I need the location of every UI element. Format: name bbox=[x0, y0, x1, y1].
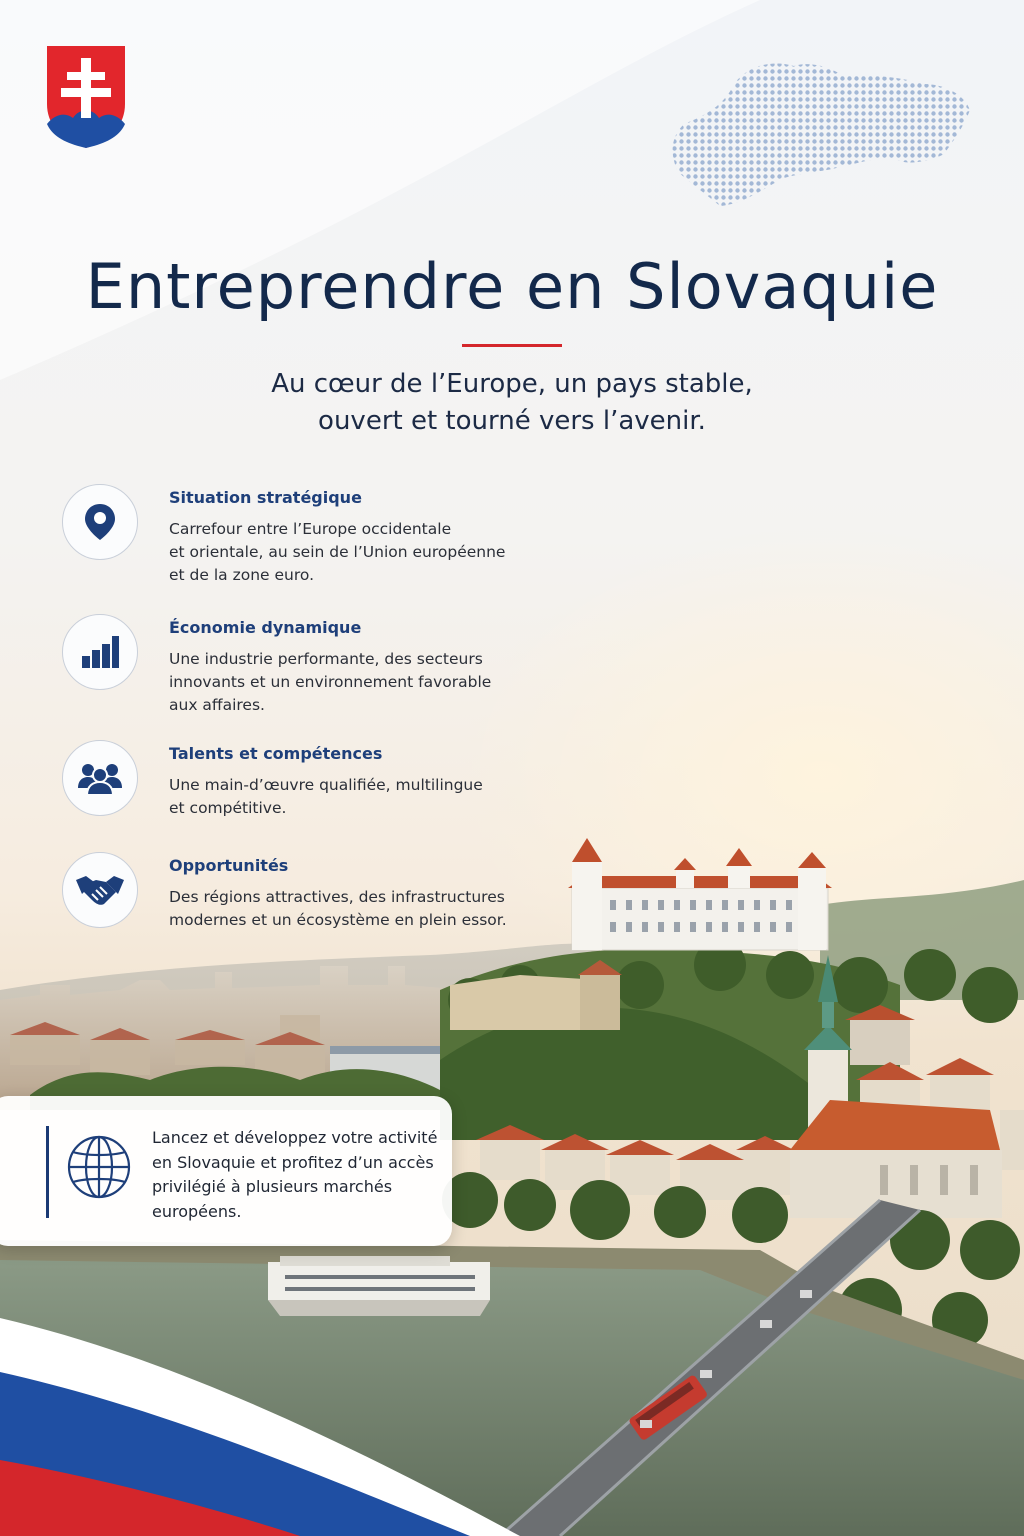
cta-accent-bar bbox=[46, 1126, 49, 1218]
subtitle: Au cœur de l’Europe, un pays stable, ouvert et tourné vers l’avenir. bbox=[271, 369, 753, 436]
page-title: Entreprendre en Slovaquie bbox=[85, 250, 939, 323]
feature-title: Situation stratégique bbox=[169, 488, 362, 507]
title-divider bbox=[462, 344, 562, 347]
feature-icon-circle bbox=[62, 484, 138, 560]
slovakia-dot-map-icon bbox=[664, 54, 974, 214]
feature-text: Une industrie performante, des secteurs innovants et un environnement favorable aux affaires. bbox=[169, 650, 492, 714]
cta-card bbox=[0, 1096, 452, 1246]
slovak-coat-of-arms-icon bbox=[45, 44, 127, 150]
feature-title: Talents et compétences bbox=[169, 744, 383, 763]
feature-text: Des régions attractives, des infrastructures modernes et un écosystème en plein essor. bbox=[169, 888, 507, 929]
feature-icon-circle bbox=[62, 614, 138, 690]
feature-title: Économie dynamique bbox=[169, 618, 362, 637]
feature-icon-circle bbox=[62, 740, 138, 816]
globe-icon bbox=[66, 1134, 132, 1200]
feature-text: Carrefour entre l’Europe occidentale et orientale, au sein de l’Union européenne et de la zone euro. bbox=[169, 520, 506, 584]
feature-icon-circle bbox=[62, 852, 138, 928]
handshake-icon bbox=[74, 872, 126, 908]
bar-chart-icon bbox=[80, 634, 120, 670]
feature-text: Une main-d’œuvre qualifiée, multilingue et compétitive. bbox=[169, 776, 483, 817]
cta-text: Lancez et développez votre activité en Slovaquie et profitez d’un accès privilégié à plusieurs marchés européens. bbox=[152, 1128, 438, 1221]
people-icon bbox=[77, 760, 123, 796]
feature-title: Opportunités bbox=[169, 856, 289, 875]
location-pin-icon bbox=[82, 502, 118, 542]
